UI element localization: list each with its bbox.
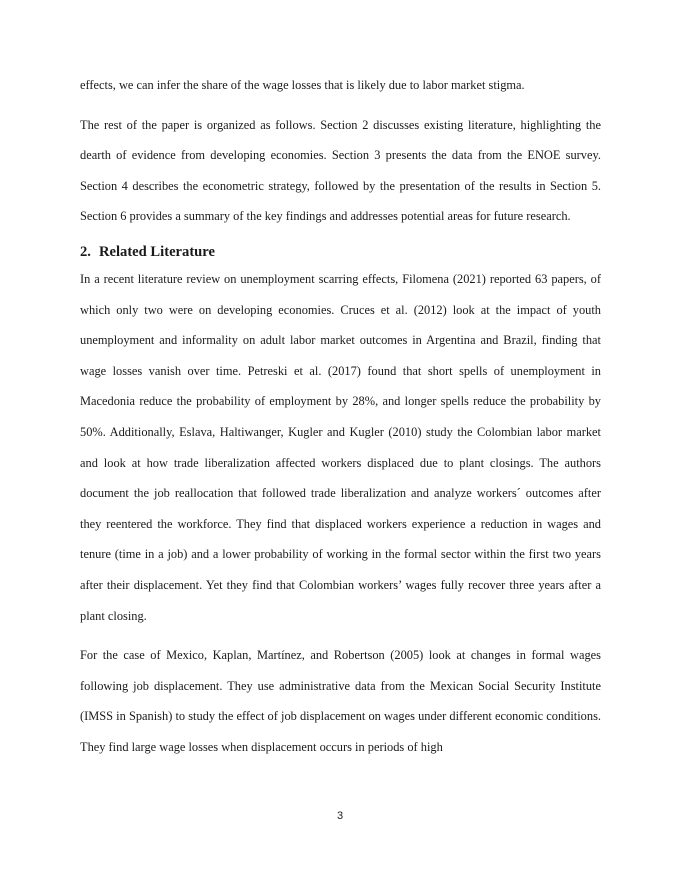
section-number: 2. — [80, 243, 91, 260]
page-number: 3 — [336, 810, 344, 822]
paragraph-continuation: effects, we can infer the share of the wage losses that is likely due to labor market stigma. — [80, 78, 525, 92]
page-body — [80, 70, 601, 762]
paragraph-mexico-literature: For the case of Mexico, Kaplan, Martínez, and Robertson (2005) look at changes in formal wages following job displacement. They use administrative data from the Mexican Social Security Institute (IMSS in Spanish) to study the effect of job displacement on wages under different economic conditions. They find large wage losses when displacement occurs in periods of high — [80, 648, 601, 754]
paragraph-literature-review: In a recent literature review on unemployment scarring effects, Filomena (2021) reported 63 papers, of which only two were on developing economies. Cruces et al. (2012) look at the impact of youth unemployment and informality on adult labor market outcomes in Argentina and Brazil, finding that wage losses vanish over time. Petreski et al. (2017) found that short spells of unemployment in Macedonia reduce the probability of employment by 28%, and longer spells reduce the probability by 50%. Additionally, Eslava, Haltiwanger, Kugler and Kugler (2010) study the Colombian labor market and look at how trade liberalization affected workers displaced due to plant closings. The authors document the job reallocation that followed trade liberalization and analyze workers´ outcomes after they reentered the workforce. They find that displaced workers experience a reduction in wages and tenure (time in a job) and a lower probability of working in the formal sector within the first two years after their displacement. Yet they find that Colombian workers’ wages fully recover three years after a plant closing. — [80, 271, 601, 623]
paragraph-paper-organization: The rest of the paper is organized as follows. Section 2 discusses existing literature, highlighting the dearth of evidence from developing economies. Section 3 presents the data from the ENOE survey. Section 4 describes the econometric strategy, followed by the presentation of the results in Section 5. Section 6 provides a summary of the key findings and addresses potential areas for future research. — [80, 117, 601, 224]
section-title: Related Literature — [98, 243, 215, 260]
section-heading — [80, 240, 601, 264]
